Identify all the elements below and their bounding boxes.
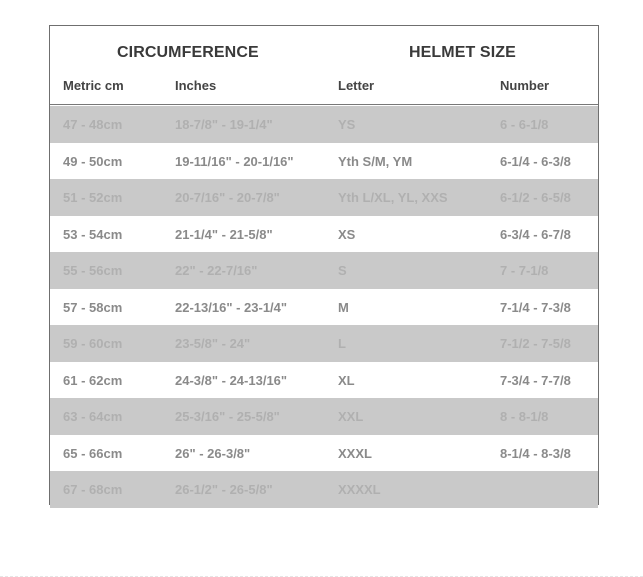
cell-number: 6-3/4 - 6-7/8 [500,226,571,242]
cell-number: 6-1/4 - 6-3/8 [500,153,571,169]
cell-letter: XS [338,226,356,242]
cell-letter: XL [338,372,355,388]
cell-letter: Yth S/M, YM [338,153,413,169]
table-row [50,106,598,143]
cell-metric: 61 - 62cm [63,372,123,388]
table-row [50,179,598,216]
cell-number: 7-1/2 - 7-5/8 [500,336,571,351]
cell-letter: XXXL [338,445,372,461]
cell-inches: 19-11/16" - 20-1/16" [175,153,294,169]
col-header-inches: Inches [175,78,217,93]
cell-metric: 49 - 50cm [63,153,123,169]
cell-inches: 23-5/8" - 24" [175,336,251,351]
cell-inches: 20-7/16" - 20-7/8" [175,190,280,205]
cell-metric: 57 - 58cm [63,299,123,315]
table-row [50,362,598,399]
cell-inches: 25-3/16" - 25-5/8" [175,409,280,424]
cell-metric: 47 - 48cm [63,117,123,132]
table-row [50,471,598,508]
col-header-number: Number [500,78,550,93]
cell-number: 7 - 7-1/8 [500,263,549,278]
cell-letter: Yth L/XL, YL, XXS [338,190,448,205]
table-row [50,252,598,289]
table-row [50,143,598,180]
col-header-metric: Metric cm [63,78,124,93]
cell-number: 7-1/4 - 7-3/8 [500,299,571,315]
cell-inches: 22-13/16" - 23-1/4" [175,299,288,315]
group-header [50,26,598,78]
cell-letter: XXL [338,409,364,424]
cell-letter: XXXXL [338,482,381,497]
cell-metric: 55 - 56cm [63,263,123,278]
table-row [50,216,598,253]
cell-inches: 26-1/2" - 26-5/8" [175,482,273,497]
cell-number: 6 - 6-1/8 [500,117,549,132]
cell-number: 6-1/2 - 6-5/8 [500,190,571,205]
cell-letter: YS [338,117,356,132]
col-header-letter: Letter [338,78,375,93]
table-row [50,398,598,435]
cell-inches: 26" - 26-3/8" [175,445,251,461]
cell-letter: L [338,336,346,351]
cell-number: 8-1/4 - 8-3/8 [500,445,571,461]
column-header-row [50,78,598,105]
table-row [50,289,598,326]
cell-number: 8 - 8-1/8 [500,409,549,424]
cell-inches: 24-3/8" - 24-13/16" [175,372,288,388]
helmet-size-title: HELMET SIZE [409,44,516,61]
cell-inches: 18-7/8" - 19-1/4" [175,117,273,132]
table-row [50,325,598,362]
circumference-title: CIRCUMFERENCE [117,44,259,61]
cell-letter: S [338,263,347,278]
cell-metric: 59 - 60cm [63,336,123,351]
cell-metric: 67 - 68cm [63,482,123,497]
helmet-size-chart [49,25,599,505]
cell-metric: 65 - 66cm [63,445,123,461]
cell-metric: 51 - 52cm [63,190,123,205]
cell-metric: 63 - 64cm [63,409,123,424]
table-row [50,435,598,472]
cell-inches: 22" - 22-7/16" [175,263,258,278]
cell-letter: M [338,299,349,315]
cell-number: 7-3/4 - 7-7/8 [500,372,571,388]
cell-metric: 53 - 54cm [63,226,123,242]
cell-inches: 21-1/4" - 21-5/8" [175,226,273,242]
table-body [50,106,598,504]
